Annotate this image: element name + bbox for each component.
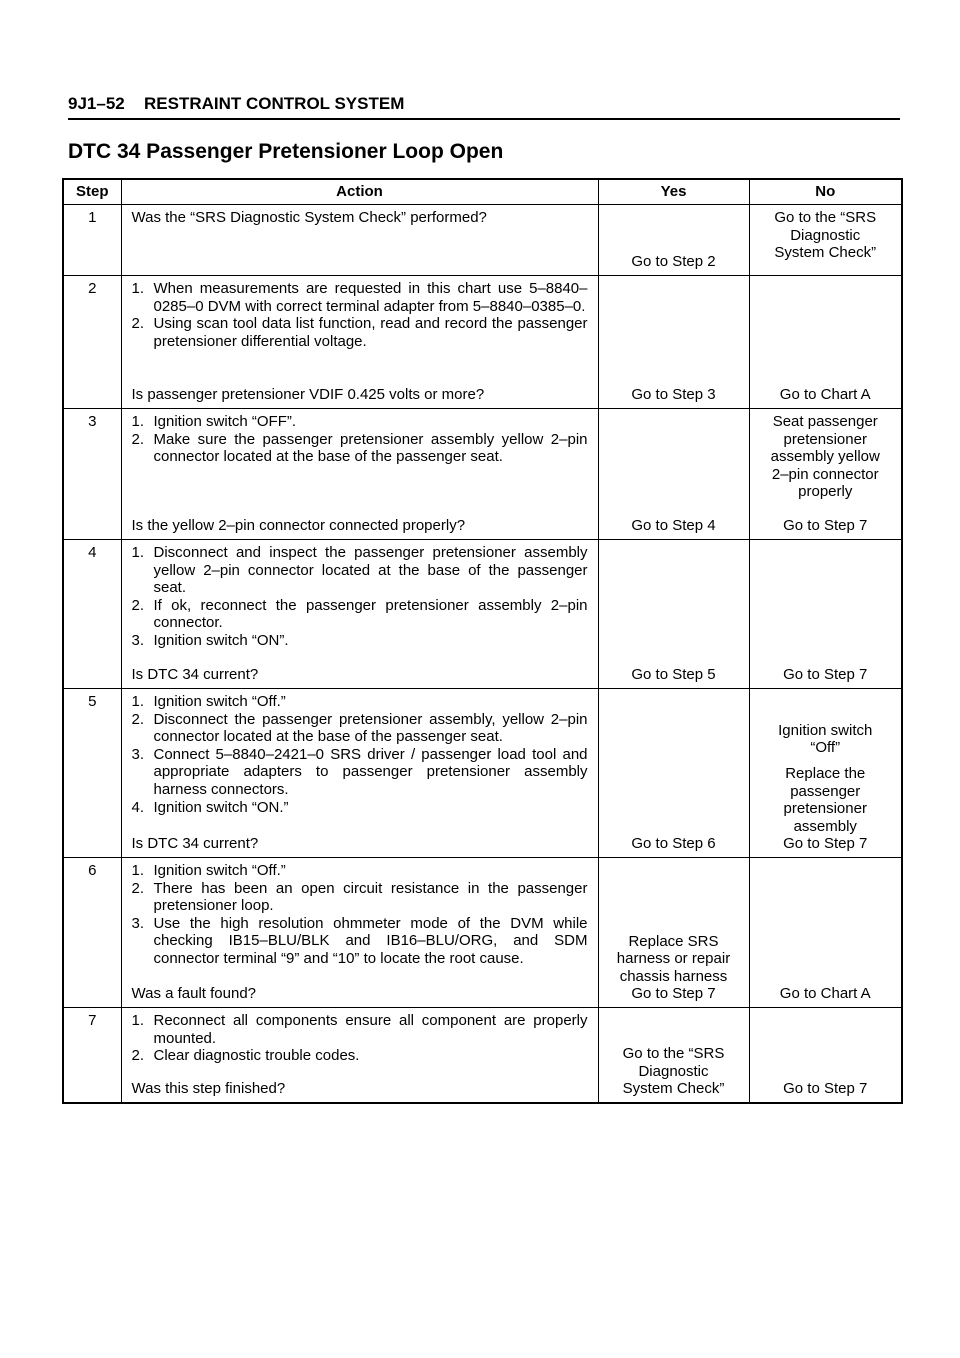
text-line: chassis harness — [619, 967, 728, 985]
text-line: Ignition switch — [778, 721, 873, 739]
action-cell — [121, 409, 598, 540]
no-content — [754, 413, 898, 535]
yes-cell — [598, 276, 749, 409]
no-content — [754, 693, 898, 853]
yes-content — [603, 544, 745, 684]
action-question: Was the “SRS Diagnostic System Check” performed? — [131, 209, 487, 226]
item-number: 3. — [131, 914, 145, 932]
action-steps — [132, 693, 588, 816]
no-result — [754, 835, 898, 853]
action-question: Is the yellow 2–pin connector connected properly? — [131, 517, 466, 535]
yes-result — [603, 1045, 745, 1098]
item-number: 2. — [131, 430, 145, 448]
item-text: Using scan tool data list function, read and record the passenger pretensioner differential voltage. — [153, 315, 588, 350]
action-item — [132, 746, 588, 799]
no-content — [754, 280, 898, 404]
text-line: Go to Step 5 — [631, 666, 716, 684]
text-line: Go to Step 2 — [631, 253, 716, 271]
yes-content — [603, 1012, 745, 1098]
action-item — [132, 544, 588, 597]
page-header — [68, 92, 900, 120]
text-line: harness or repair — [616, 950, 731, 968]
step-cell: 2 — [63, 276, 121, 409]
item-number: 1. — [131, 1012, 145, 1029]
action-content — [132, 209, 588, 271]
text-line: pretensioner — [783, 430, 867, 448]
action-cell — [121, 1008, 598, 1104]
yes-result — [603, 835, 745, 853]
item-text: Disconnect and inspect the passenger pretensioner assembly yellow 2–pin connector located at the base of the passenger seat. — [153, 544, 588, 597]
diagnostic-table — [62, 178, 903, 1104]
spacer — [754, 693, 898, 722]
page-title: DTC 34 Passenger Pretensioner Loop Open — [68, 140, 504, 163]
page-number: 9J1–52 — [68, 94, 125, 113]
action-steps — [132, 280, 588, 350]
yes-cell — [598, 409, 749, 540]
table-row — [63, 540, 902, 689]
action-item — [132, 693, 588, 711]
column-header-yes: Yes — [598, 179, 749, 205]
action-question: Is DTC 34 current? — [131, 835, 259, 853]
item-number: 2. — [131, 596, 145, 614]
table-row — [63, 409, 902, 540]
item-text: Ignition switch “ON”. — [153, 631, 289, 649]
table-row — [63, 689, 902, 858]
yes-content — [603, 209, 745, 271]
item-text: If ok, reconnect the passenger pretensioner assembly 2–pin connector. — [153, 596, 588, 632]
item-number: 3. — [131, 631, 145, 649]
action-item — [132, 413, 588, 431]
yes-content — [603, 280, 745, 404]
yes-result — [603, 253, 745, 271]
text-line: Replace SRS — [628, 932, 719, 950]
action-steps — [132, 1012, 588, 1065]
action-content — [132, 693, 588, 853]
no-result — [754, 666, 898, 684]
item-text: Reconnect all components ensure all component are properly mounted. — [153, 1012, 588, 1047]
item-text: Make sure the passenger pretensioner assembly yellow 2–pin connector located at the base of the passenger seat. — [153, 430, 588, 466]
text-line: Go to Step 4 — [631, 517, 716, 535]
item-text: There has been an open circuit resistance in the passenger pretensioner loop. — [153, 879, 588, 915]
yes-result — [603, 386, 745, 404]
step-cell: 4 — [63, 540, 121, 689]
action-item — [132, 1012, 588, 1047]
no-cell — [749, 205, 902, 276]
text-line: 2–pin connector — [771, 465, 879, 483]
text-line: System Check” — [622, 1080, 725, 1098]
column-header-step: Step — [63, 179, 121, 205]
step-cell: 3 — [63, 409, 121, 540]
text-line: Go to Chart A — [779, 386, 871, 404]
action-question: Is passenger pretensioner VDIF 0.425 volts or more? — [131, 386, 485, 404]
no-cell — [749, 540, 902, 689]
item-number: 2. — [131, 1047, 145, 1065]
action-content — [132, 1012, 588, 1098]
column-header-action: Action — [121, 179, 598, 205]
item-text: Ignition switch “ON.” — [153, 798, 289, 816]
item-number: 1. — [131, 280, 145, 297]
yes-cell — [598, 689, 749, 858]
text-line: Replace the — [785, 765, 866, 783]
action-item — [132, 632, 588, 650]
action-content — [132, 862, 588, 1003]
item-text: Clear diagnostic trouble codes. — [153, 1047, 360, 1065]
item-number: 1. — [131, 544, 145, 561]
item-number: 1. — [131, 693, 145, 710]
column-header-no: No — [749, 179, 902, 205]
action-item — [132, 315, 588, 350]
text-line: assembly — [793, 817, 857, 835]
item-text: When measurements are requested in this chart use 5–8840–0285–0 DVM with correct terminal adapter from 5–8840–0385–0. — [153, 280, 588, 315]
text-line: assembly yellow — [770, 448, 880, 466]
no-note — [754, 765, 898, 835]
step-cell: 7 — [63, 1008, 121, 1104]
text-line: Diagnostic — [790, 226, 861, 244]
item-text: Use the high resolution ohmmeter mode of the DVM while checking IB15–BLU/BLK and IB16–BLU/ORG, and SDM connector terminal “9” and “10” to locate the root cause. — [153, 914, 588, 967]
text-line: Go to Chart A — [779, 985, 871, 1003]
no-cell — [749, 1008, 902, 1104]
spacer — [754, 757, 898, 765]
action-cell — [121, 205, 598, 276]
item-number: 2. — [131, 315, 145, 333]
item-text: Connect 5–8840–2421–0 SRS driver / passenger load tool and appropriate adapters to passenger pretensioner assembly harness connectors. — [153, 745, 588, 798]
step-cell: 6 — [63, 858, 121, 1008]
action-content — [132, 544, 588, 684]
action-item — [132, 280, 588, 315]
yes-cell — [598, 1008, 749, 1104]
yes-result — [603, 517, 745, 535]
action-steps — [132, 544, 588, 650]
action-content — [132, 413, 588, 535]
text-line: properly — [798, 483, 853, 501]
text-line: Diagnostic — [638, 1062, 709, 1080]
text-line: Go to Step 6 — [631, 835, 716, 853]
item-number: 1. — [131, 862, 145, 879]
step-cell: 5 — [63, 689, 121, 858]
no-result — [754, 517, 898, 535]
no-result — [754, 985, 898, 1003]
action-cell — [121, 540, 598, 689]
table-row — [63, 1008, 902, 1104]
table-header-row — [63, 179, 902, 205]
action-item — [132, 711, 588, 746]
text-line: Go to Step 7 — [783, 1080, 868, 1098]
action-item — [132, 915, 588, 968]
yes-content — [603, 862, 745, 1003]
action-item — [132, 862, 588, 880]
no-content — [754, 862, 898, 1003]
item-number: 1. — [131, 413, 145, 430]
yes-content — [603, 693, 745, 853]
yes-result — [603, 985, 745, 1003]
text-line: passenger — [790, 782, 861, 800]
action-content — [132, 280, 588, 404]
no-cell — [749, 858, 902, 1008]
no-result — [754, 386, 898, 404]
yes-note — [603, 933, 745, 986]
action-question: Was this step finished? — [131, 1080, 286, 1098]
yes-cell — [598, 205, 749, 276]
yes-result — [603, 666, 745, 684]
text-line: Go to the “SRS — [622, 1045, 725, 1063]
action-question: Is DTC 34 current? — [131, 666, 259, 684]
yes-cell — [598, 858, 749, 1008]
action-steps — [132, 862, 588, 968]
text-line: Go to Step 3 — [631, 386, 716, 404]
text-line: Go to Step 7 — [631, 985, 716, 1003]
no-cell — [749, 689, 902, 858]
no-note — [754, 722, 898, 757]
text-line: pretensioner — [783, 800, 867, 818]
section-title: RESTRAINT CONTROL SYSTEM — [144, 94, 405, 113]
item-number: 2. — [131, 710, 145, 728]
text-line: System Check” — [774, 244, 877, 262]
text-line: Go to Step 7 — [783, 835, 868, 853]
table-row — [63, 276, 902, 409]
item-text: Disconnect the passenger pretensioner assembly, yellow 2–pin connector located at the base of the passenger seat. — [153, 710, 588, 746]
no-cell — [749, 276, 902, 409]
action-item — [132, 597, 588, 632]
yes-content — [603, 413, 745, 535]
item-number: 2. — [131, 879, 145, 897]
action-item — [132, 880, 588, 915]
text-line: Go to the “SRS — [774, 209, 877, 226]
item-text: Ignition switch “OFF”. — [153, 413, 297, 430]
action-question: Was a fault found? — [131, 985, 257, 1003]
item-text: Ignition switch “Off.” — [153, 862, 286, 879]
no-result — [754, 209, 898, 262]
item-number: 4. — [131, 798, 145, 816]
item-number: 3. — [131, 745, 145, 763]
action-item — [132, 799, 588, 817]
step-cell: 1 — [63, 205, 121, 276]
no-note — [754, 413, 898, 501]
text-line: Seat passenger — [772, 413, 878, 430]
action-cell — [121, 689, 598, 858]
yes-cell — [598, 540, 749, 689]
no-result — [754, 1080, 898, 1098]
no-content — [754, 1012, 898, 1098]
no-cell — [749, 409, 902, 540]
table-row — [63, 858, 902, 1008]
action-cell — [121, 858, 598, 1008]
no-content — [754, 209, 898, 271]
text-line: Go to Step 7 — [783, 666, 868, 684]
action-steps — [132, 413, 588, 466]
action-item — [132, 1047, 588, 1065]
action-cell — [121, 276, 598, 409]
action-item — [132, 431, 588, 466]
text-line: Go to Step 7 — [783, 517, 868, 535]
no-content — [754, 544, 898, 684]
item-text: Ignition switch “Off.” — [153, 693, 286, 710]
text-line: “Off” — [810, 739, 841, 757]
table-row — [63, 205, 902, 276]
